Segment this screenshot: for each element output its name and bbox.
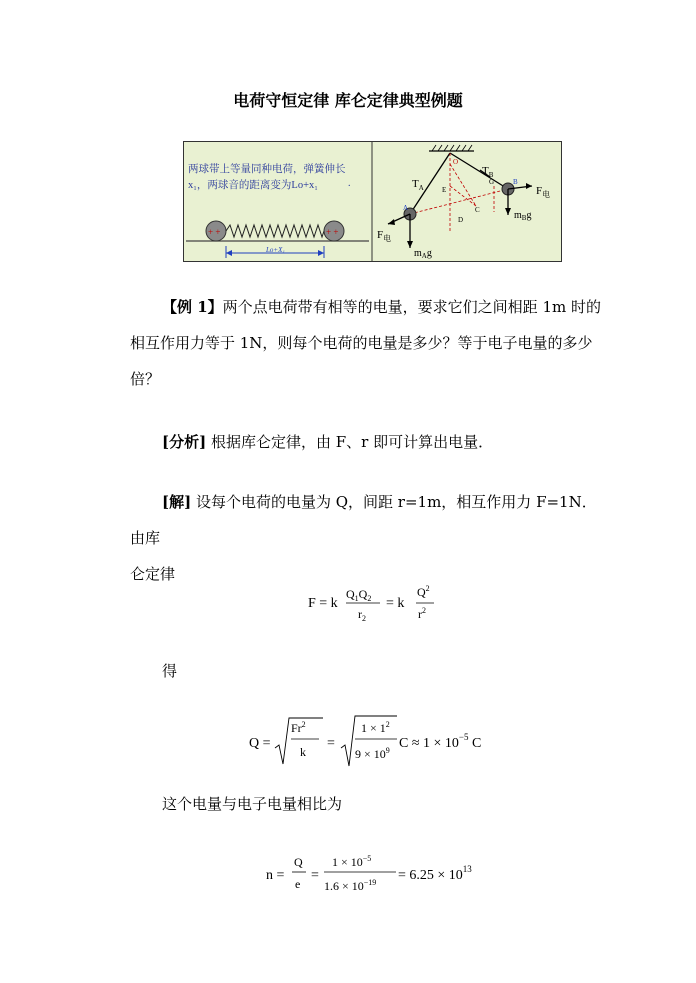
label-c: C [475,206,480,214]
left-text-dot: . [348,178,351,189]
label-tb: $T_B$ [482,165,494,179]
label-a: A [403,204,409,212]
dim-label: Lo+X₁ [266,246,285,254]
label-d: D [458,216,464,224]
ball-right-sign: + + [326,227,339,237]
figure-svg [184,142,561,261]
solution-line2: 仑定律 [130,565,176,583]
solution-label: [解] [162,493,192,511]
f3-eq: = [311,868,319,883]
f3-f2-num: $1 \times 10^{-5}$ [332,854,372,869]
f3-f1-num: Q [294,855,303,869]
f2-frac1-den: k [300,745,306,759]
example-line3: 倍？ [130,370,161,388]
ratio-text: 这个电量与电子电量相比为 [162,795,343,813]
example-paragraph [130,289,610,397]
formula-coulomb [300,578,450,628]
spring [226,225,324,237]
example-label: 【例 1】 [162,298,223,316]
dim-arrow-left [226,250,232,256]
analysis-paragraph [130,424,610,460]
f3-f2-den: $1.6 \times 10^{-19}$ [324,878,377,893]
f1-eq: = k [386,596,405,611]
arrow-f-left [388,219,395,225]
f3-result: = $6.25 \times 10^{13}$ [398,864,472,883]
f2-frac1-num: Fr$^2$ [291,720,306,735]
analysis-text: 根据库仑定律，由 F、r 即可计算出电量． [206,433,494,451]
f2-eq: = [327,736,335,751]
page-title: 电荷守恒定律 库仑定律典型例题 [233,91,463,110]
ball-left-sign: + + [208,227,221,237]
f1-den1: $r_2$ [358,607,366,623]
f2-lhs: Q = [249,736,271,751]
label-mbg: $m_Bg$ [514,210,532,222]
physics-figure [183,141,562,262]
label-o: O [453,158,459,166]
label-g: G [489,178,495,186]
string-b [450,153,508,189]
label-f-right: $F_电$ [536,185,551,199]
f2-frac2-den: $9 \times 10^9$ [355,746,390,761]
f1-num2: $Q^2$ [417,584,430,599]
f1-lhs: F = k [308,596,338,611]
ceiling-hatch [432,145,472,151]
de-text: 得 [162,662,178,680]
example-line2: 相互作用力等于 1N，则每个电荷的电量是多少？等于电子电量的多少 [130,334,593,352]
left-text-line1: 两球带上等量同种电荷，弹簧伸长 [188,164,346,175]
example-line1: 两个点电荷带有相等的电量，要求它们之间相距 1m 时的 [222,298,601,316]
label-ta: $T_A$ [412,178,424,192]
formula-q [245,712,505,770]
f1-num1: $Q_1Q_2$ [346,587,372,603]
arrow-mag [407,241,413,248]
f3-lhs: n = [266,868,285,883]
label-f-left: $F_电$ [377,229,392,243]
arrow-mbg [505,208,511,215]
f1-den2: $r^2$ [418,606,426,621]
label-b: B [513,178,518,186]
analysis-label: [分析] [162,433,207,451]
label-e: E [442,186,447,194]
f2-frac2-num: $1 \times 1^2$ [361,720,390,735]
left-text-line2: x₁，两球音的距离变为Lo+x₁ [188,180,318,191]
formula-n [262,846,502,900]
f3-f1-den: e [295,877,301,891]
solution-line1: 设每个电荷的电量为 Q，间距 r=1m，相互作用力 F=1N．由库 [130,493,597,547]
f2-result: $C \approx 1 \times 10^{-5}$ C [399,732,482,751]
ratio-paragraph [130,786,610,822]
dim-arrow-right [318,250,324,256]
solution-paragraph [130,484,610,592]
label-mag: $m_Ag$ [414,248,432,260]
arrow-f-right [526,183,532,189]
de-paragraph [130,653,610,689]
